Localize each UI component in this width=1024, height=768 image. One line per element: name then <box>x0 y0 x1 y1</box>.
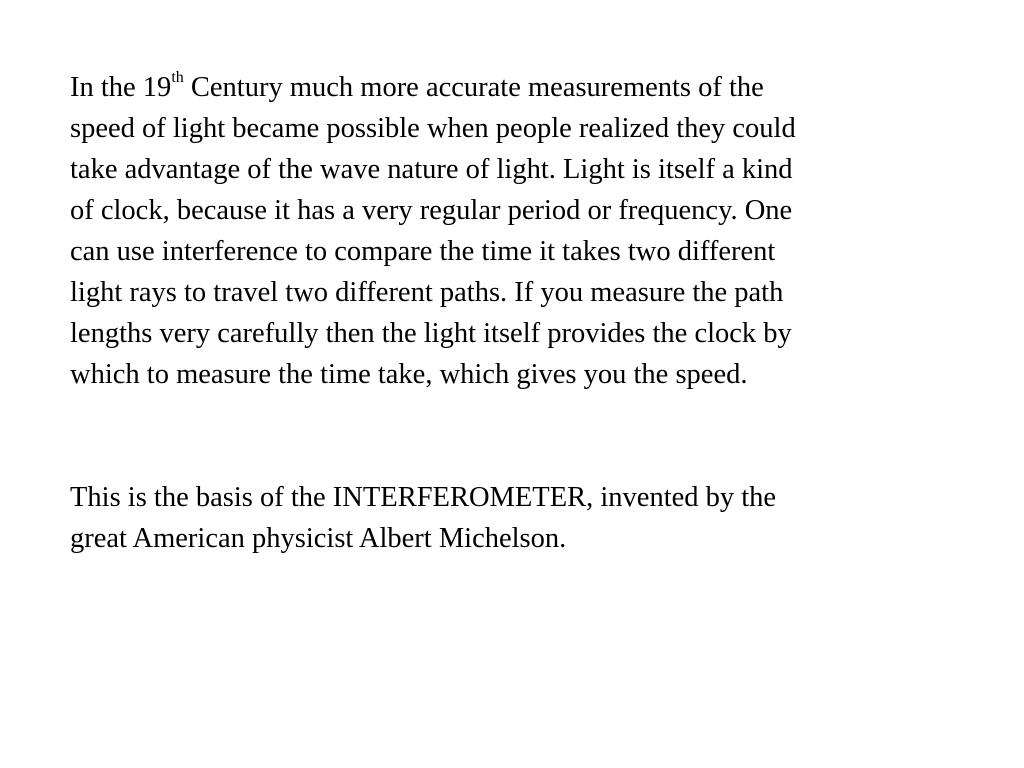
paragraph-line: This is the basis of the INTERFEROMETER, invented by the <box>70 482 777 513</box>
paragraph-line: lengths very carefully then the light itself provides the clock by <box>70 318 792 349</box>
text-fragment: Century much more accurate measurements of the <box>183 72 764 103</box>
paragraph-line: can use interference to compare the time it takes two different <box>70 236 776 267</box>
paragraph-line: light rays to travel two different paths. If you measure the path <box>70 277 784 308</box>
paragraph-speed-of-light <box>70 67 950 395</box>
paragraph-line: which to measure the time take, which gives you the speed. <box>70 359 748 390</box>
paragraph-line: take advantage of the wave nature of light. Light is itself a kind <box>70 154 793 185</box>
paragraph-line: of clock, because it has a very regular period or frequency. One <box>70 195 793 226</box>
ordinal-superscript: th <box>171 68 184 86</box>
paragraph-interferometer <box>70 477 950 559</box>
paragraph-line: speed of light became possible when people realized they could <box>70 113 796 144</box>
paragraph-line <box>70 67 950 108</box>
text-fragment: In the 19 <box>70 72 172 103</box>
paragraph-line: great American physicist Albert Michelson. <box>70 523 567 554</box>
